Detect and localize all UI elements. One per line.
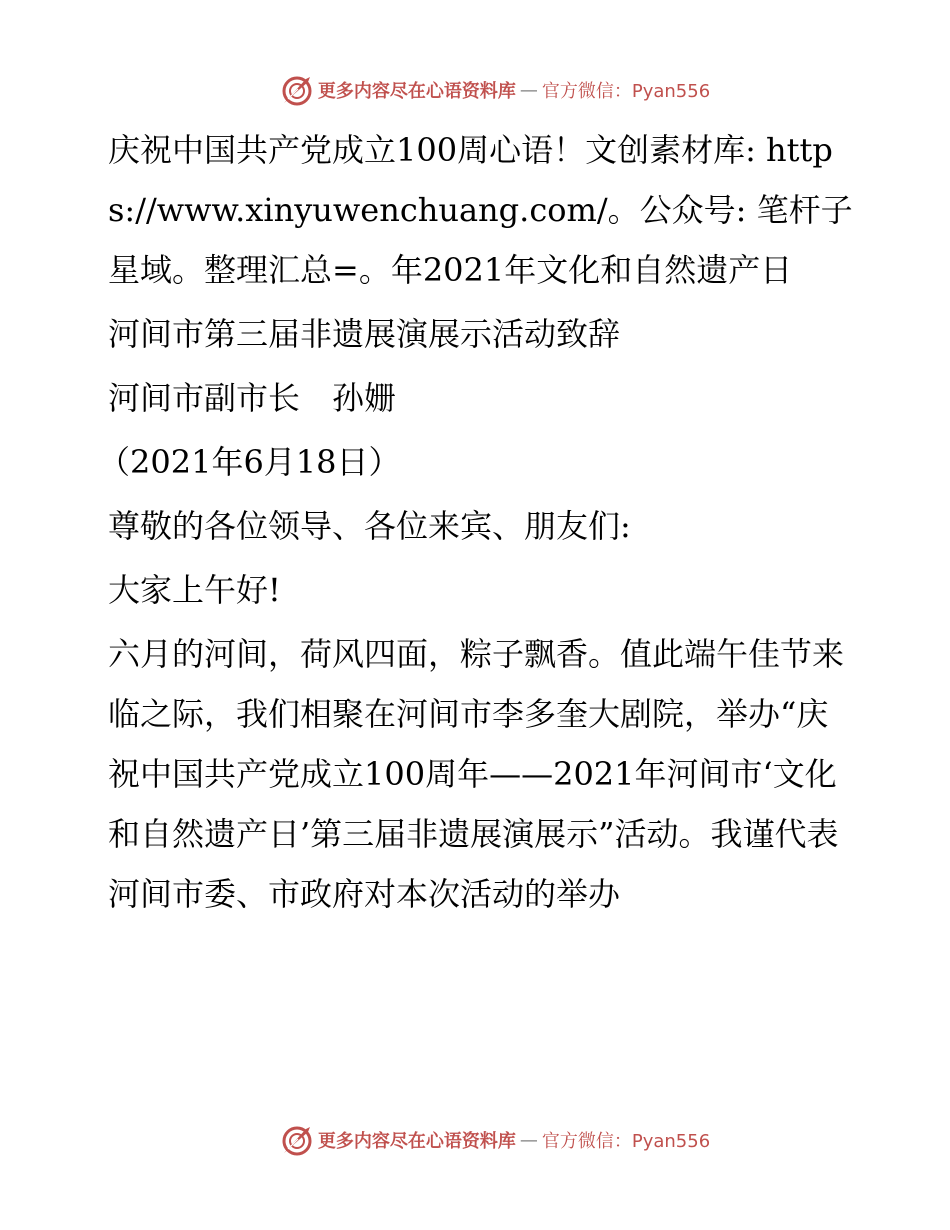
- footer-banner-inner: [280, 1123, 710, 1157]
- quill-pen-logo-icon: [280, 1123, 314, 1157]
- quill-pen-logo-icon: [280, 73, 314, 107]
- body-paragraph: 六月的河间，荷风四面，粽子飘香。值此端午佳节来临之际，我们相聚在河间市李多奎大剧院，举办“庆祝中国共产党成立100周年——2021年河间市‘文化和自然遗产日’第三届非遗展演展示”活动。我谨代表河间市委、市政府对本次活动的举办: [108, 635, 845, 913]
- header-banner-dash: —: [519, 79, 538, 101]
- date-line: （2021年6月18日）: [98, 443, 401, 481]
- footer-banner: [0, 1120, 950, 1160]
- header-banner-text: 更多内容尽在心语资料库: [317, 81, 516, 102]
- header-banner: [0, 70, 950, 110]
- footer-banner-dash: —: [519, 1129, 538, 1151]
- footer-banner-text: 更多内容尽在心语资料库: [317, 1131, 516, 1152]
- header-banner-wechat: 官方微信：Pyan556: [541, 81, 711, 102]
- header-banner-inner: [280, 73, 710, 107]
- document-title: 河间市第三届非遗展演展示活动致辞: [108, 315, 621, 353]
- speaker-line: 河间市副市长 孙姗: [108, 379, 397, 417]
- greeting-line: 大家上午好!: [108, 571, 281, 609]
- intro-paragraph: 庆祝中国共产党成立100周心语！文创素材库: https://www.xinyuwenchuang.com/。公众号: 笔杆子星域。整理汇总=。年2021年文化和自然遗产日: [108, 131, 853, 289]
- salutation-line: 尊敬的各位领导、各位来宾、朋友们:: [108, 507, 631, 545]
- document-body: [98, 120, 858, 924]
- footer-banner-wechat: 官方微信：Pyan556: [541, 1131, 711, 1152]
